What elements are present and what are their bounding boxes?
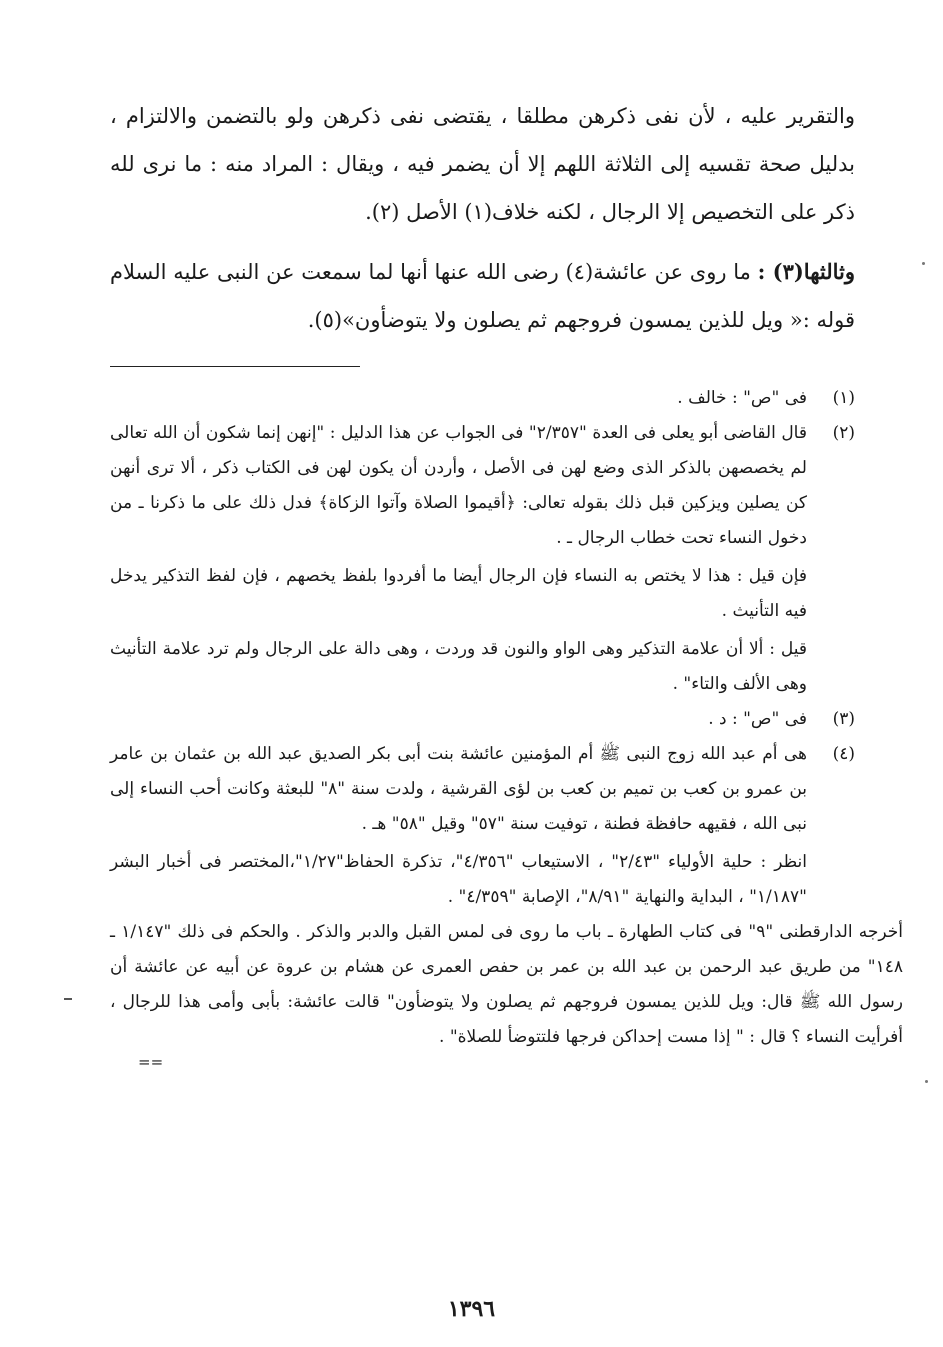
footnote-text: هى أم عبد الله زوج النبى ﷺ أم المؤمنين عائشة بنت أبى بكر الصديق عبد الله بن عثمان بن عامر بن عمرو بن كعب بن تميم بن كعب بن لؤى القرشية ، ولدت سنة "٨" للبعثة وكانت أحب النساء إلى نبى الله ، فقيهه حافظة فطنة ، توفيت سنة "٥٧" وقيل "٥٨" هـ . xyxy=(110,744,807,834)
footnote-4 xyxy=(110,737,855,915)
main-text xyxy=(110,92,855,344)
footnote-text: أخرجه الدارقطنى "٩" فى كتاب الطهارة ـ باب ما روى فى لمس القبل والدبر والذكر . والحكم فى ذلك "١/١٤٧ ـ ١٤٨" من طريق عبد الرحمن بن عبد الله بن عمر بن حفص العمرى عن هشام بن عروة عن أبيه عن عائشة أن رسول الله ﷺ قال: ويل للذين يمسون فروجهم ثم يصلون ولا يتوضأون" قالت عائشة: بأبى وأمى هذا للرجال ، أفرأيت النساء ؟ قال : " إذا مست إحداكن فرجها فلتتوضأ للصلاة" . xyxy=(110,922,904,1047)
footnotes xyxy=(110,381,904,1071)
footnote-text: قال القاضى أبو يعلى فى العدة "٢/٣٥٧" فى الجواب عن هذا الدليل : "إنهن إنما شكون أن الله تعالى لم يخصصهن بالذكر الذى وضع لهن فى الأصل ، وأردن أن يكون لهن فى الكتاب ذكر ، ألا ترى أنهن كن يصلين ويزكين قبل ذلك بقوله تعالى: ﴿أقيموا الصلاة وآتوا الزكاة﴾ فدل ذلك على ما ذكرنا ـ من دخول النساء تحت خطاب الرجال ـ . xyxy=(110,423,807,548)
continuation-mark: == xyxy=(138,1053,164,1071)
footnote-text: فى "ص" : د . xyxy=(708,709,807,729)
footnote-text: فإن قيل : هذا لا يختص به النساء فإن الرجال أيضا ما أفردوا بلفظ يخصهم ، فإن لفظ التذكير يدخل فيه التأنيث . xyxy=(110,566,807,621)
scan-speck xyxy=(925,1080,928,1083)
footnote-2 xyxy=(110,416,855,702)
footnote-3 xyxy=(110,702,855,737)
footnote-text: انظر : حلية الأولياء "٢/٤٣" ، الاستيعاب "٤/٣٥٦"، تذكرة الحفاظ"١/٢٧"،المختصر فى أخبار البشر "١/١٨٧" ، البداية والنهاية "٨/٩١"، الإصابة "٤/٣٥٩" . xyxy=(110,852,807,907)
footnote-text: فى "ص" : خالف . xyxy=(677,388,807,408)
footnote-number: (١) xyxy=(832,388,855,408)
footnote-number: (٢) xyxy=(832,423,855,443)
scan-speck xyxy=(922,262,925,265)
footnote-number: (٣) xyxy=(832,709,855,729)
margin-scan-mark xyxy=(64,998,72,1000)
main-paragraph-1: والتقرير عليه ، لأن نفى ذكرهن مطلقا ، يقتضى نفى ذكرهن ولو بالتضمن والالتزام ، بدليل صحة تقسيه إلى الثلاثة اللهم إلا أن يضمر فيه ، ويقال : المراد منه : ما نرى لله ذكر على التخصيص إلا الرجال ، لكنه خلاف(١) الأصل (٢). xyxy=(110,104,855,224)
footnote-text: قيل : ألا أن علامة التذكير وهى الواو والنون قد وردت ، وهى دالة على الرجال ولم ترد علامة التأنيث وهى الألف والتاء" . xyxy=(110,639,807,694)
page-number: ١٣٩٦ xyxy=(447,1296,496,1322)
footnote-5 xyxy=(110,915,903,1055)
main-paragraph-2 xyxy=(110,248,855,344)
paragraph-body: ما روى عن عائشة(٤) رضى الله عنها أنها لما سمعت عن النبى عليه السلام قوله :« ويل للذين يمسون فروجهم ثم يصلون ولا يتوضأون»(٥). xyxy=(110,260,855,332)
footnote-1 xyxy=(110,381,855,416)
footnote-divider xyxy=(110,366,360,367)
paragraph-lead: وثالثها(٣) : xyxy=(757,259,856,284)
footnote-number: (٤) xyxy=(832,744,855,764)
